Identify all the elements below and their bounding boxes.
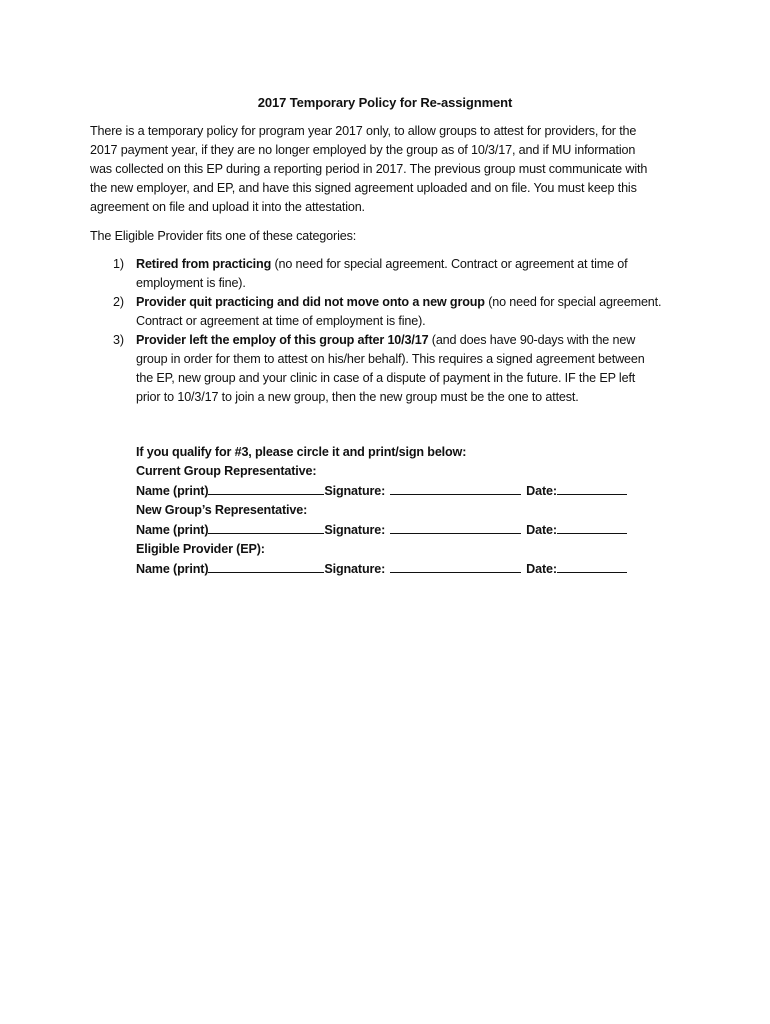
name-label: Name (print)	[136, 484, 209, 498]
date-label: Date:	[526, 484, 557, 498]
item-line: group in order for them to attest on his/her behalf). This requires a signed agreement between	[136, 352, 645, 366]
name-label: Name (print)	[136, 523, 209, 537]
intro-line: There is a temporary policy for program year 2017 only, to allow groups to attest for providers, for the	[90, 124, 637, 138]
intro-paragraph	[90, 122, 690, 217]
date-field[interactable]	[557, 559, 627, 573]
signature-field[interactable]	[390, 481, 521, 495]
date-label: Date:	[526, 523, 557, 537]
item-text: (and does have 90-days with the new	[428, 333, 636, 347]
signature-label: Signature:	[324, 523, 386, 537]
signature-label: Signature:	[324, 562, 386, 576]
intro-line: 2017 payment year, if they are no longer employed by the group as of 10/3/17, and if MU information	[90, 143, 636, 157]
item-text: (no need for special agreement. Contract or agreement at time of	[271, 257, 628, 271]
item-bold-text: Retired from practicing	[136, 257, 272, 271]
signature-field[interactable]	[390, 559, 521, 573]
category-item	[90, 293, 690, 331]
category-item	[90, 255, 690, 293]
section-heading: Eligible Provider (EP):	[136, 542, 265, 556]
date-label: Date:	[526, 562, 557, 576]
item-text: (no need for special agreement.	[484, 295, 662, 309]
document-title: 2017 Temporary Policy for Re-assignment	[257, 95, 513, 110]
signature-row	[136, 559, 696, 579]
section-heading: New Group’s Representative:	[136, 503, 308, 517]
signature-label: Signature:	[324, 484, 386, 498]
item-line: Contract or agreement at time of employment is fine).	[136, 314, 426, 328]
section-heading: Current Group Representative:	[136, 464, 317, 478]
name-label: Name (print)	[136, 562, 209, 576]
item-number: 3)	[113, 333, 124, 347]
intro-line: the new employer, and EP, and have this signed agreement uploaded and on file. You must keep this	[90, 181, 637, 195]
item-number: 2)	[113, 295, 124, 309]
item-bold-text: Provider quit practicing and did not move onto a new group	[136, 295, 485, 309]
signature-block	[136, 443, 696, 579]
item-line: prior to 10/3/17 to join a new group, then the new group must be the one to attest.	[136, 390, 579, 404]
item-number: 1)	[113, 257, 124, 271]
signature-row	[136, 481, 696, 501]
intro-line: agreement on file and upload it into the attestation.	[90, 200, 365, 214]
item-line: the EP, new group and your clinic in case of a dispute of payment in the future. IF the EP left	[136, 371, 636, 385]
name-field[interactable]	[208, 559, 324, 573]
item-first-line	[136, 331, 690, 350]
name-field[interactable]	[208, 481, 324, 495]
intro-line: was collected on this EP during a reporting period in 2017. The previous group must communicate with	[90, 162, 648, 176]
signature-row	[136, 520, 696, 540]
signature-field[interactable]	[390, 520, 521, 534]
categories-intro: The Eligible Provider fits one of these categories:	[90, 229, 357, 243]
item-line: employment is fine).	[136, 276, 246, 290]
name-field[interactable]	[208, 520, 324, 534]
signature-instruction: If you qualify for #3, please circle it and print/sign below:	[136, 445, 467, 459]
category-list	[90, 255, 690, 407]
item-first-line	[136, 293, 690, 312]
item-first-line	[136, 255, 690, 274]
date-field[interactable]	[557, 481, 627, 495]
item-bold-text: Provider left the employ of this group after 10/3/17	[136, 333, 429, 347]
date-field[interactable]	[557, 520, 627, 534]
category-item	[90, 331, 690, 407]
